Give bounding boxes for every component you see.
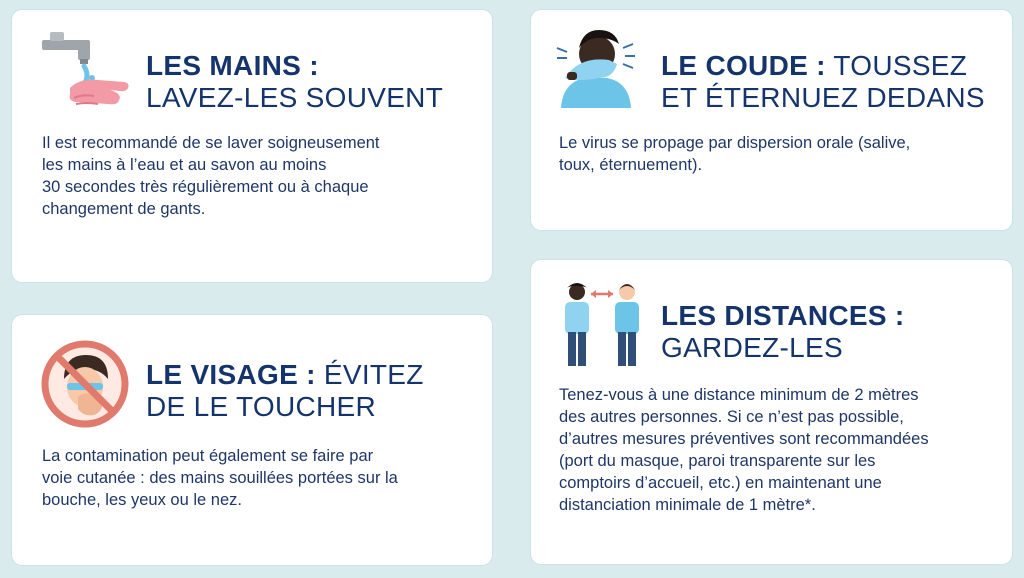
body-line: Tenez-vous à une distance minimum de 2 mètres [559, 386, 919, 404]
title-regular: TOUSSEZ [833, 50, 968, 81]
body-line: des autres personnes. Si ce n’est pas possible, [559, 408, 904, 426]
title-bold: LES MAINS : [146, 50, 319, 81]
body-line: changement de gants. [42, 200, 206, 218]
body-line: La contamination peut également se faire par [42, 447, 374, 465]
title-regular-2: DE LE TOUCHER [146, 391, 377, 422]
title-regular: GARDEZ-LES [661, 332, 843, 363]
sneeze-elbow-icon [555, 26, 637, 108]
no-face-touch-icon [40, 339, 130, 429]
title-regular: ÉVITEZ [323, 359, 424, 390]
title-bold: LE VISAGE : [146, 359, 316, 390]
handwashing-icon [40, 26, 132, 112]
body-line: d’autres mesures préventives sont recommandées [559, 430, 929, 448]
card-distances [531, 260, 1012, 564]
body-line: les mains à l’eau et au savon au moins [42, 156, 327, 174]
card-body [559, 384, 929, 516]
title-bold: LES DISTANCES : [661, 300, 905, 331]
card-title [661, 300, 905, 364]
title-regular-2: ET ÉTERNUEZ DEDANS [661, 82, 985, 113]
body-line: voie cutanée : des mains souillées portées sur la [42, 469, 398, 487]
card-face [12, 315, 492, 565]
card-body [42, 132, 380, 220]
card-title [146, 50, 443, 114]
body-line: distanciation minimale de 1 mètre*. [559, 496, 816, 514]
card-body [559, 132, 910, 176]
card-body [42, 445, 398, 511]
body-line: (port du masque, paroi transparente sur les [559, 452, 876, 470]
body-line: comptoirs d’accueil, etc.) en maintenant une [559, 474, 882, 492]
body-line: 30 secondes très régulièrement ou à chaque [42, 178, 369, 196]
card-title [661, 50, 985, 114]
body-line: bouche, les yeux ou le nez. [42, 491, 242, 509]
body-line: toux, éternuement). [559, 156, 703, 174]
body-line: Il est recommandé de se laver soigneusement [42, 134, 380, 152]
body-line: Le virus se propage par dispersion orale (salive, [559, 134, 911, 152]
card-hands [12, 10, 492, 282]
title-regular: LAVEZ-LES SOUVENT [146, 82, 444, 113]
card-elbow [531, 10, 1012, 230]
social-distance-icon [561, 280, 643, 368]
title-bold: LE COUDE : [661, 50, 826, 81]
card-title [146, 359, 424, 423]
